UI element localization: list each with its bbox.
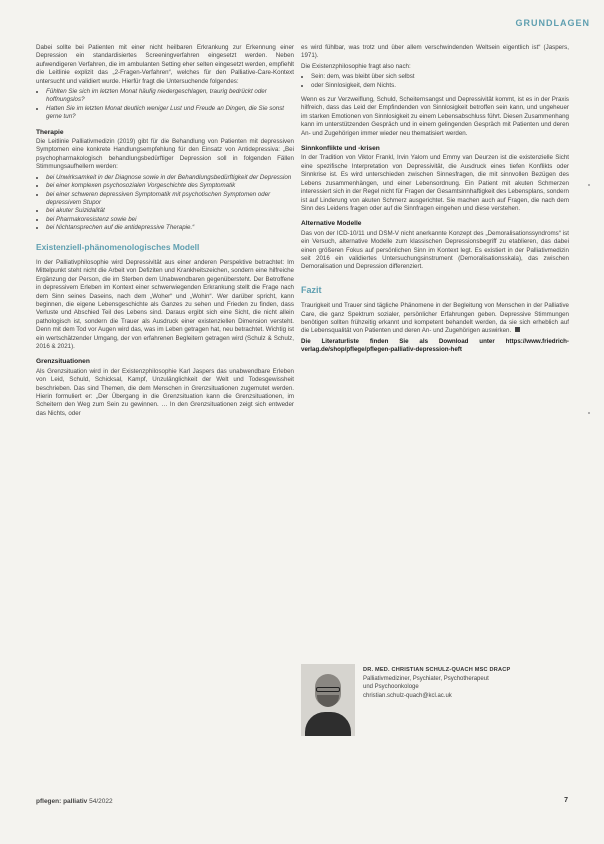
journal-name: pflegen: palliativ	[36, 798, 88, 805]
section-tag: GRUNDLAGEN	[515, 18, 590, 28]
author-role-2: und Psychoonkologe	[363, 684, 419, 691]
therapie-item: • bei Pharmakoresistenz sowie bei	[46, 216, 294, 224]
grenz-heading: Grenzsituationen	[36, 358, 90, 366]
fazit-heading: Fazit	[301, 284, 322, 295]
therapie-heading: Therapie	[36, 128, 64, 136]
author-photo	[301, 664, 355, 736]
model-paragraph: In der Palliativphilosophie wird Depressivität aus einer anderen Perspektive betrachtet: Im Mittelpunkt steht nicht die Arbeit von Defiziten und Krankheitszeichen, sondern eine hilfreiche Ergänzung der Person, die im Sterben dem Unabwendbaren gegenübersteht. Der Betroffene in depressivem Erleben im Kontext einer schwerwiegenden Erkrankung stellt die Frage nach dem Sinn seines Daseins, nach dem „Woher“ und „Wohin“. Wer darüber spricht, kann beginnen, die eigene Lebensgeschichte als Ganzes zu sehen und Frieden zu finden, dass Verluste und Abschied Teil des Lebens sind. Daraus ergibt sich eine Sicht, die nicht allein pathologisch ist, sondern die Trauer als Ausdruck einer existenziellen Dimension versteht. Denn mit dem Tod vor Augen wird das, was im Leben getragen hat, neu betrachtet. Wichtig ist ein wertschätzender Umgang, der von erfahrenen Begleitern getragen wird (Schulz & Schulz, 2016 & 2021).	[36, 258, 294, 350]
author-name: DR. MED. CHRISTIAN SCHULZ-QUACH MSC DRACP	[363, 667, 511, 673]
fazit-paragraph	[301, 302, 569, 336]
grenz-paragraph: Als Grenzsituation wird in der Existenzphilosophie Karl Jaspers das unabwendbare Erleben von Leid, Schuld, Schicksal, Kampf, Unzulänglichkeit der Welt und Todesgewissheit beschrieben. Das sind Themen, die dem Menschen in Grenzsituationen zugemutet werden. Hierin formuliert er: „Der Übergang in die Grenzsituation kann die Grenzsituationen, im Scheitern den Weg zum Sein zu gewinnen. … In den Grenzsituationen zeigt sich entweder das Nichts, oder	[36, 367, 294, 417]
page-number: 7	[564, 797, 568, 804]
zusammen-lead: Die Existenzphilosophie fragt also nach:	[301, 62, 411, 70]
footer-journal	[36, 798, 113, 805]
photo-glasses-shape	[316, 687, 340, 692]
existential-item: • Sein: dem, was bleibt über sich selbst	[311, 73, 569, 81]
photo-beard-shape	[317, 695, 339, 707]
zusammen-paragraph: Wenn es zur Verzweiflung, Schuld, Scheiternsangst und Depressivität kommt, ist es in der Praxis hilfreich, dass das Leid der Empfindenden von Sinnlosigkeit betroffen sein kann, und ungeheuer im starken Emotionen von Sinnlosigkeit zu einem Lebensabschluss führt. Diesen Zusammenhang kann im unterstützenden Gespräch und in einem gelingenden Gespräch mit Patienten und deren An- und Zugehörigen immer wieder neu thematisiert werden.	[301, 96, 569, 137]
scan-dot	[588, 412, 590, 414]
sinn-paragraph: In der Tradition von Viktor Frankl, Irvin Yalom und Emmy van Deurzen ist die existenzielle Sicht eine spezifische Interpretation von Depressivität, die Ausdruck eines tiefen Konflikts oder Sinnkrise ist. Es wird unterschieden zwischen Sinnesfragen, die mit sinnvollen Bezügen des Lebens zusammenhängen, und einer Lebensordnung. Ein Patient mit akuten Schmerzen interessiert sich in der Regel nicht für Fragen der Gesamtsinnhaftigkeit des Lebensplans, sondern ist auf Linderung von akuten Schmerz ausgerichtet. Sie machen auch auf Fragen, die nach dem Sinn des Leidens fragen oder auf die Sinnfragen eingehen und diese verstehen.	[301, 154, 569, 212]
therapie-item: • bei akuter Suizidalität	[46, 207, 294, 215]
right-column	[301, 44, 569, 357]
screening-question-list	[36, 88, 294, 122]
photo-body-shape	[305, 712, 351, 736]
existential-item: • oder Sinnlosigkeit, dem Nichts.	[311, 82, 569, 90]
alt-heading: Alternative Modelle	[301, 220, 362, 228]
model-heading: Existenziell-phänomenologisches Modell	[36, 241, 200, 252]
alt-paragraph: Das von der ICD-10/11 und DSM-V nicht anerkannte Konzept des „Demoralisationssyndroms“ ist ein Versuch, alternative Modelle zum klassischen Depressionsbegriff zu etablieren, das dabei einen größeren Fokus auf persönlichen Sinn im Kontext legt. Es existiert in der Palliativmedizin seit 2016 ein validiertes Untersuchungsinstrument (Demoralisationsskala), das zwischen Demoralisation und Depression differenziert.	[301, 229, 569, 271]
intro-paragraph: Dabei sollte bei Patienten mit einer nicht heilbaren Erkrankung zur Erkennung einer Depression ein standardisiertes Screeningverfahren eingesetzt werden. Neben aufwendigeren Verfahren, die im ambulanten Setting eher selten eingesetzt werden, empfiehlt die Leitlinie explizit das „2-Fragen-Verfahren“, welches für den Palliative-Care-Kontext untersucht und validiert wurde. Hierfür fragt die Untersuchende folgendes:	[36, 44, 294, 85]
therapie-item: • bei Unwirksamkeit in der Diagnose sowie in der Behandlungsbedürftigkeit der Depression	[46, 174, 294, 182]
therapie-list	[36, 174, 294, 233]
therapie-item: • bei Nichtansprechen auf die antidepressive Therapie.“	[46, 224, 294, 232]
author-box	[301, 664, 569, 754]
author-details	[363, 666, 510, 700]
screening-question-2: • Hatten Sie im letzten Monat deutlich weniger Lust und Freude an Dingen, die Sie sonst gerne tun?	[46, 105, 294, 122]
screening-question-1: • Fühlten Sie sich im letzten Monat häufig niedergeschlagen, traurig bedrückt oder hoffnungslos?	[46, 88, 294, 105]
therapie-paragraph: Die Leitlinie Palliativmedizin (2019) gibt für die Behandlung von Patienten mit depressiven Symptomen eine konkrete Handlungsempfehlung für den Einsatz von Antidepressiva: „Bei psychopharmakologisch behandlungsbedürftiger Depression soll in folgenden Fällen Stimmungsaufhellern werden:	[36, 138, 294, 171]
therapie-item: • bei einer schweren depressiven Symptomatik mit psychotischen Symptomen oder depressivem Stupor	[46, 191, 294, 208]
download-note[interactable]: Die Literaturliste finden Sie als Download unter https://www.friedrich-verlag.de/shop/pflege/pflegen-palliativ-depression-heft	[301, 337, 569, 354]
therapie-item: • bei einer komplexen psychosozialen Vorgeschichte des Symptomatik	[46, 182, 294, 190]
scan-dot	[588, 184, 590, 186]
left-column	[36, 44, 294, 420]
author-role-1: Palliativmediziner, Psychiater, Psychotherapeut	[363, 675, 489, 682]
continued-paragraph: es wird fühlbar, was trotz und über allem verschwindenden Weltsein eigentlich ist“ (Jaspers, 1971).	[301, 44, 569, 60]
author-email[interactable]: christian.schulz-quach@kcl.ac.uk	[363, 692, 452, 699]
fazit-text: Traurigkeit und Trauer sind tägliche Phänomene in der Begleitung von Menschen in der Palliative Care, die ganz Spektrum sozialer, persönlicher Erfahrungen geben. Depressive Stimmungen benötigen sollten frühzeitig erkannt und kompetent behandelt werden, da sie sich erheblich auf die Lebensqualität von Patienten und deren An- und Zugehörigen auswirken.	[301, 302, 569, 335]
journal-issue: 54/2022	[89, 798, 113, 805]
end-mark-icon	[515, 327, 520, 332]
sinn-heading: Sinnkonflikte und -krisen	[301, 145, 380, 153]
existential-list	[301, 73, 569, 90]
